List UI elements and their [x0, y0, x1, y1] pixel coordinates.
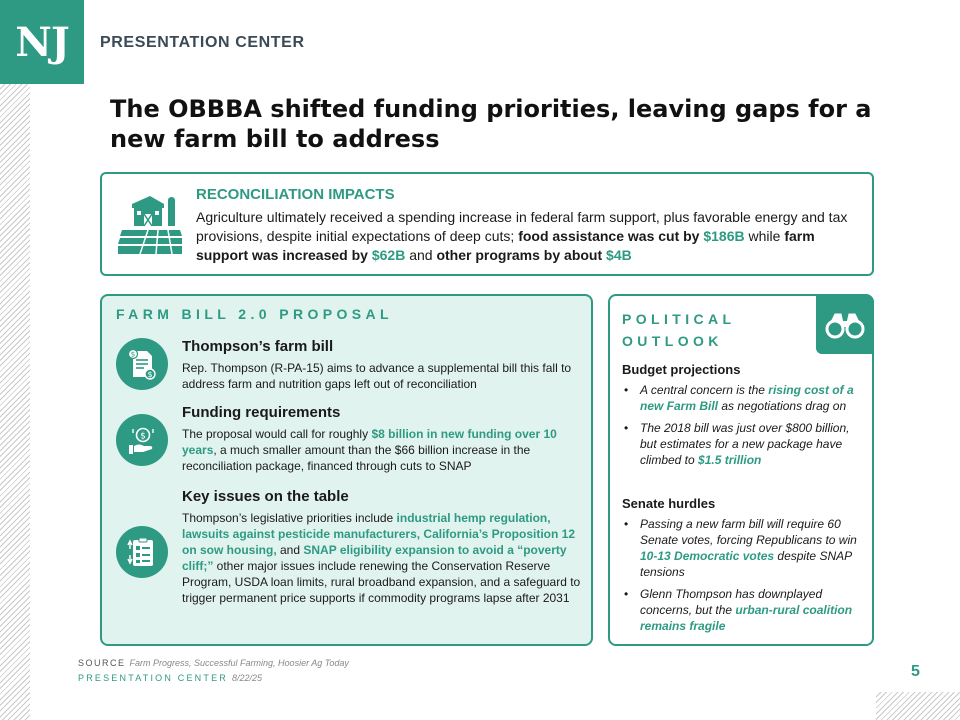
clipboard-list-icon [116, 526, 168, 578]
list-item: • Passing a new farm bill will require 60 Senate votes, forcing Republicans to win 10-13 Democratic votes despite SNAP tensions [622, 516, 868, 580]
hand-coin-icon [116, 414, 168, 466]
list-item: • The 2018 bill was just over $800 billion, but estimates for a new package have climbed to $1.5 trillion [622, 420, 868, 468]
document-dollar-icon [116, 338, 168, 390]
political-outlook-panel [608, 294, 874, 646]
nj-logo [0, 0, 84, 84]
budget-projections-list [622, 382, 868, 474]
decorative-hatch-left [0, 84, 30, 720]
decorative-hatch-bottom [876, 692, 960, 720]
list-item: • Glenn Thompson has downplayed concerns, but the urban-rural coalition remains fragile [622, 586, 868, 634]
reconciliation-box [100, 172, 874, 276]
page-number: 5 [911, 663, 920, 680]
binoculars-icon [816, 296, 874, 354]
source-line: SOURCE Farm Progress, Successful Farming, Hoosier Ag Today [78, 658, 349, 668]
item-body-funding: The proposal would call for roughly $8 billion in new funding over 10 years, a much smaller amount than the $66 billion increase in the reconciliation package, financed through cuts to SNAP [182, 427, 557, 473]
item-body-key-issues: Thompson’s legislative priorities include industrial hemp regulation, lawsuits against pesticide manufacturers, California’s Proposition 12 on sow housing, and SNAP eligibility expansion to avoid a “poverty cliff;” other major issues include renewing the Conservation Reserve Program, USDA loan limits, rural broadband expansion, and a safeguard to trigger permanent price supports if commodity programs lapse after 2031 [182, 511, 581, 605]
reconciliation-heading: RECONCILIATION IMPACTS [196, 186, 395, 203]
item-title-funding: Funding requirements [182, 404, 341, 421]
farm-bill-heading: FARM BILL 2.0 PROPOSAL [116, 306, 394, 322]
brand-label: PRESENTATION CENTER [100, 34, 305, 51]
item-title-thompson: Thompson’s farm bill [182, 338, 334, 355]
senate-hurdles-list [622, 516, 868, 640]
item-title-key-issues: Key issues on the table [182, 488, 349, 505]
footer-center-line: PRESENTATION CENTER 8/22/25 [78, 673, 263, 683]
item-body-thompson: Rep. Thompson (R-PA-15) aims to advance a supplemental bill this fall to address farm and nutrition gaps left out of reconciliation [182, 361, 572, 391]
list-item: • A central concern is the rising cost of a new Farm Bill as negotiations drag on [622, 382, 868, 414]
page-title: The OBBBA shifted funding priorities, leaving gaps for a new farm bill to address [110, 95, 872, 153]
farm-icon [118, 194, 184, 256]
svg-text:$: $ [140, 431, 146, 442]
farm-bill-panel [100, 294, 593, 646]
budget-projections-title: Budget projections [622, 362, 741, 377]
logo-text: NJ [15, 18, 69, 66]
svg-text:$: $ [147, 370, 153, 379]
reconciliation-text: Agriculture ultimately received a spending increase in federal farm support, plus favorable energy and tax provisions, despite initial expectations of deep cuts; food assistance was cut by $186B while farm support was increased by $62B and other programs by about $4B [196, 209, 848, 263]
senate-hurdles-title: Senate hurdles [622, 496, 716, 511]
political-outlook-heading: POLITICAL OUTLOOK [622, 311, 736, 349]
svg-text:$: $ [130, 350, 136, 359]
